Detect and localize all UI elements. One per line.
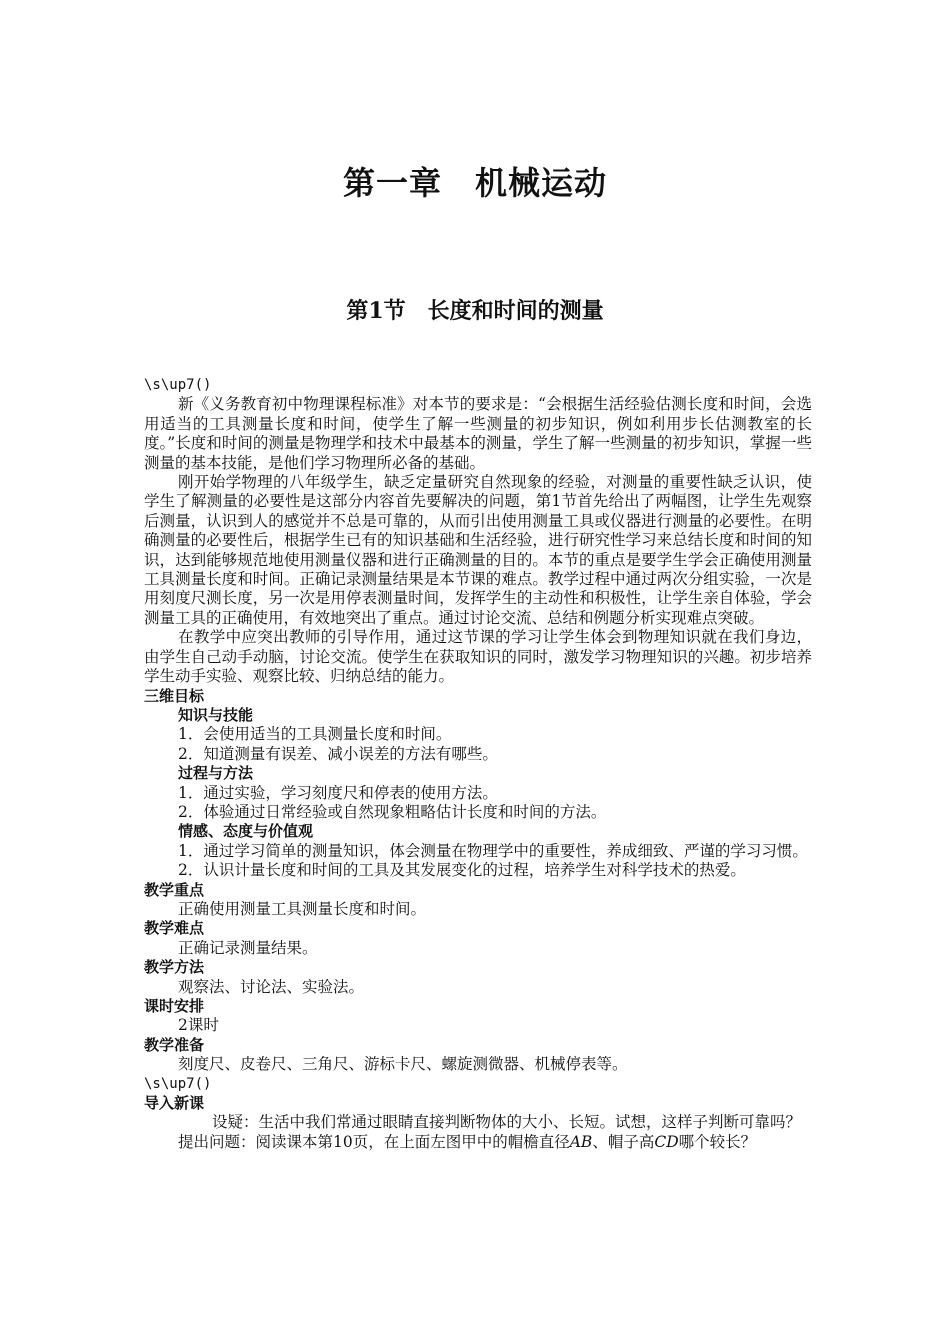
field-code-marker: \s\up7(): [144, 1075, 212, 1092]
field-code-marker: \s\up7(): [144, 377, 212, 393]
lesson-intro-prompt: [144, 1133, 812, 1152]
intro-paragraph-1: 新《义务教育初中物理课程标准》对本节的要求是：“会根据生活经验估测长度和时间，会选用适当的工具测量长度和时间，使学生了解一些测量的初步知识，例如利用步长估测教室的长度。”长度和时间的测量是物理学和技术中最基本的测量，学生了解一些测量的初步知识，掌握一些测量的基本技能，是他们学习物理所必备的基础。: [144, 395, 812, 472]
knowledge-item: 2．知道测量有误差、减小误差的方法有哪些。: [178, 744, 498, 763]
schedule-text: 2课时: [178, 1016, 219, 1035]
process-heading: 过程与方法: [178, 764, 254, 783]
process-item: 1．通过实验，学习刻度尺和停表的使用方法。: [178, 783, 498, 802]
variable-ab: AB: [569, 1132, 593, 1151]
process-item: 2．体验通过日常经验或自然现象粗略估计长度和时间的方法。: [178, 802, 607, 821]
prompt-text-mid: 、帽子高: [592, 1132, 655, 1151]
knowledge-item: 1．会使用适当的工具测量长度和时间。: [178, 725, 452, 744]
method-heading: 教学方法: [144, 958, 205, 977]
emotion-item: 2．认识计量长度和时间的工具及其发展变化的过程，培养学生对科学技术的热爱。: [178, 861, 746, 880]
prompt-text-end: 哪个较长？: [678, 1132, 757, 1151]
schedule-heading: 课时安排: [144, 997, 205, 1015]
method-text: 观察法、讨论法、实验法。: [178, 977, 365, 996]
variable-cd: CD: [654, 1132, 679, 1151]
intro-paragraph-2: 刚开始学物理的八年级学生，缺乏定量研究自然现象的经验，对测量的重要性缺乏认识，使学生了解测量的必要性是这部分内容首先要解决的问题，第1节首先给出了两幅图，让学生先观察后测量，认识到人的感觉并不总是可靠的，从而引出使用测量工具或仪器进行测量的必要性。在明确测量的必要性后，根据学生已有的知识基础和生活经验，进行研究性学习来总结长度和时间的知识，达到能够规范地使用测量仪器和进行正确测量的目的。本节的重点是要学生学会正确使用测量工具测量长度和时间。正确记录测量结果是本节课的难点。教学过程中通过两次分组实验，一次是用刻度尺测长度，另一次是用停表测量时间，发挥学生的主动性和积极性，让学生亲自体验，学会测量工具的正确使用，有效地突出了重点。通过讨论交流、总结和例题分析实现难点突破。: [144, 473, 812, 627]
difficulty-heading: 教学难点: [144, 919, 205, 938]
prep-text: 刻度尺、皮卷尺、三角尺、游标卡尺、螺旋测微器、机械停表等。: [178, 1055, 628, 1074]
chapter-title: 第一章 机械运动: [342, 164, 607, 202]
prompt-text-start: 提出问题：阅读课本第10页，在上面左图甲中的帽檐直径: [178, 1132, 570, 1151]
document-body: [144, 376, 812, 1152]
prep-heading: 教学准备: [144, 1035, 205, 1054]
section-title: 第1节 长度和时间的测量: [346, 298, 604, 324]
key-point-text: 正确使用测量工具测量长度和时间。: [178, 899, 427, 918]
lesson-intro-heading: 导入新课: [144, 1094, 205, 1113]
intro-paragraph-3: 在教学中应突出教师的引导作用，通过这节课的学习让学生体会到物理知识就在我们身边，由学生自己动手动脑，讨论交流。使学生在获取知识的同时，激发学习物理知识的兴趣。初步培养学生动手实验、观察比较、归纳总结的能力。: [144, 628, 812, 686]
goals-heading: 三维目标: [144, 686, 205, 705]
emotion-heading: 情感、态度与价值观: [178, 822, 314, 841]
difficulty-text: 正确记录测量结果。: [178, 938, 318, 957]
knowledge-heading: 知识与技能: [178, 705, 254, 724]
key-point-heading: 教学重点: [144, 880, 205, 899]
lesson-intro-question: 设疑：生活中我们常通过眼睛直接判断物体的大小、长短。试想，这样子判断可靠吗？: [212, 1113, 802, 1132]
emotion-item: 1．通过学习简单的测量知识，体会测量在物理学中的重要性，养成细致、严谨的学习习惯。: [178, 841, 808, 860]
